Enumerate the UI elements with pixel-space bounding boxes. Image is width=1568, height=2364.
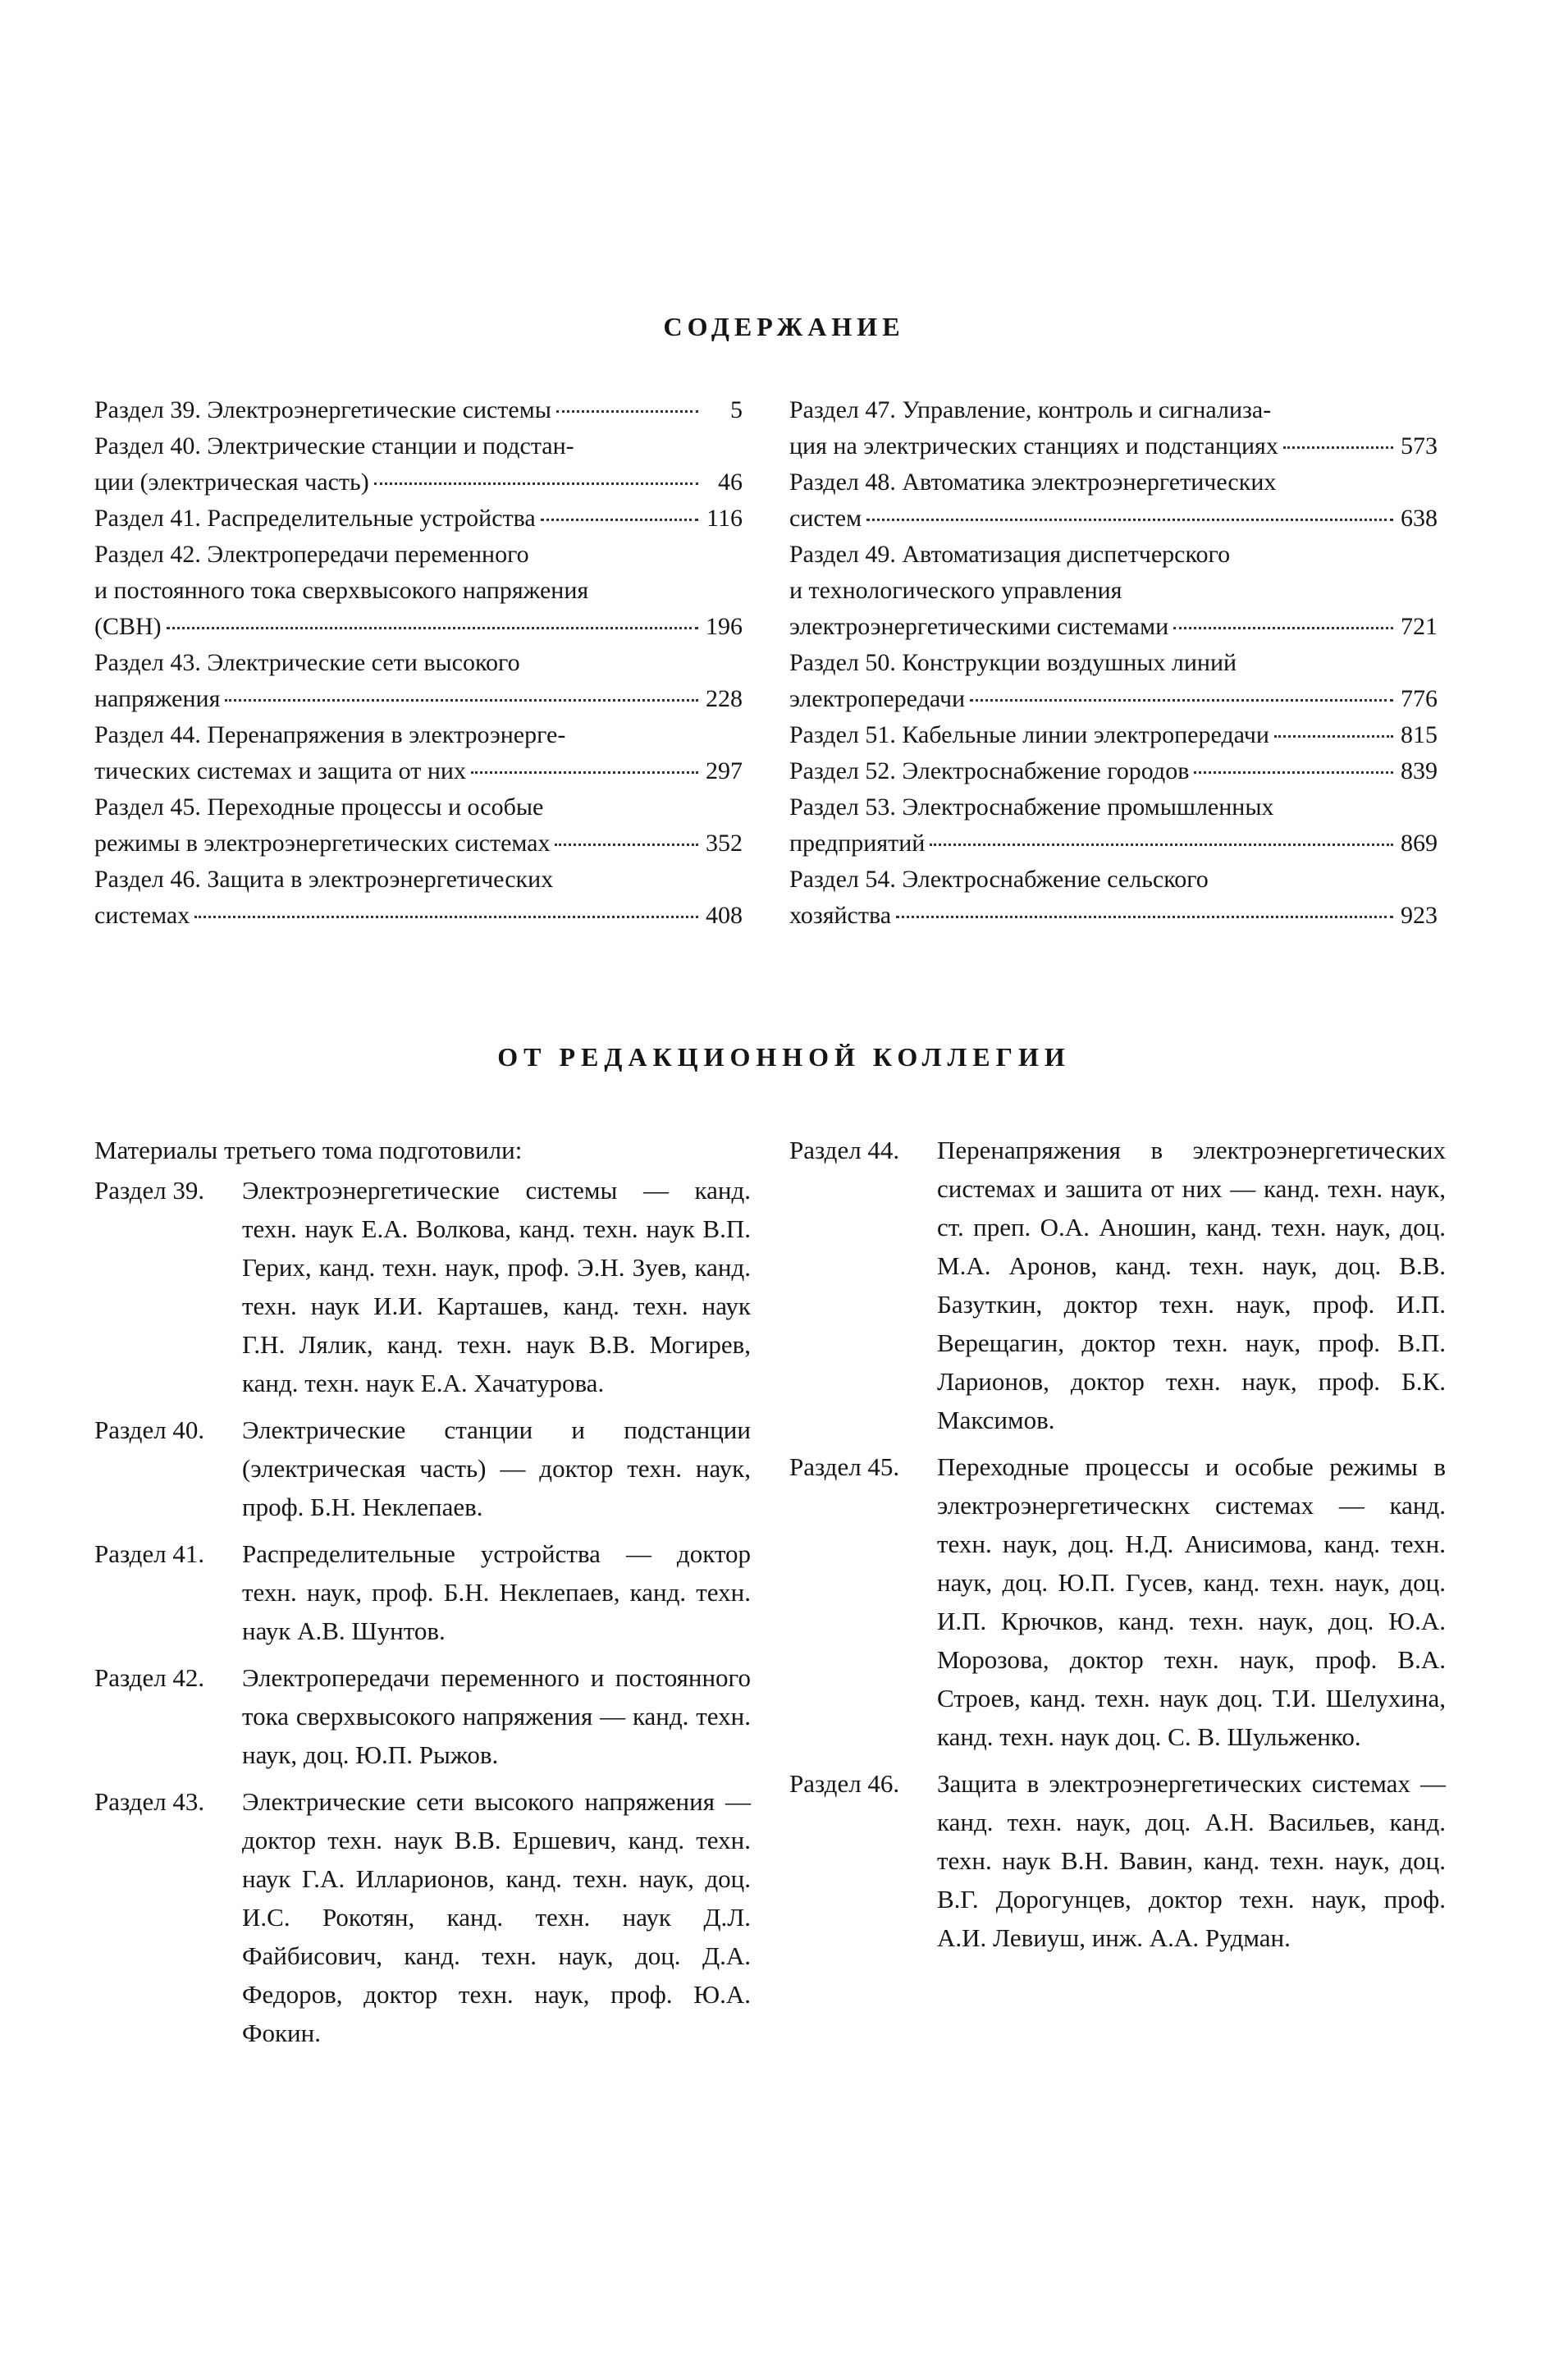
toc-page-number: 839	[1401, 757, 1438, 784]
toc-entry-text: Раздел 52. Электроснабжение городов	[789, 757, 1190, 784]
toc-entry[interactable]	[789, 753, 1438, 789]
dot-leader	[225, 699, 698, 702]
section-label: Раздел 42.	[94, 1663, 205, 1692]
section-credits: Перенапряжения в электроэнергетических системах и зашита от них — канд. техн. наук, ст. преп. О.А. Аношин, канд. техн. наук, доц. М.А. Аронов, канд. техн. наук, доц. В.В. Базуткин, доктор техн. наук, проф. И.П. Верещагин, доктор техн. наук, проф. В.П. Ларионов, доктор техн. наук, проф. Б.К. Максимов.	[937, 1136, 1446, 1434]
dot-leader	[1173, 627, 1393, 629]
toc-entry-line	[789, 717, 1438, 753]
toc-entry[interactable]	[789, 537, 1438, 645]
section-credits: Электроэнергетические системы — канд. техн. наук Е.А. Волкова, канд. техн. наук В.П. Герих, канд. техн. наук, проф. Э.Н. Зуев, канд. техн. наук И.И. Карташев, канд. техн. наук Г.Н. Лялик, канд. техн. наук В.В. Могирев, канд. техн. наук Е.А. Хачатурова.	[242, 1176, 751, 1397]
toc-entry-line	[94, 753, 743, 789]
toc-title: СОДЕРЖАНИЕ	[663, 312, 905, 341]
toc-page-number: 352	[706, 830, 743, 857]
toc-page-number: 721	[1401, 613, 1438, 640]
dot-leader	[556, 410, 698, 413]
toc-entry-line	[94, 501, 743, 537]
toc-entry-text: Раздел 54. Электроснабжение сельского	[789, 866, 1209, 893]
section-credits: Электрические сети высокого напряжения — доктор техн. наук В.В. Ершевич, канд. техн. наук Г.А. Илларионов, канд. техн. наук, доц. И.С. Рокотян, канд. техн. наук Д.Л. Файбисович, канд. техн. наук, доц. Д.А. Федоров, доктор техн. наук, проф. Ю.А. Фокин.	[242, 1787, 751, 2047]
editorial-title: ОТ РЕДАКЦИОННОЙ КОЛЛЕГИИ	[497, 1042, 1071, 1072]
toc-entry-text: Раздел 41. Распределительные устройства	[94, 505, 536, 532]
section-credits: Электрические станции и подстанции (электрическая часть) — доктор техн. наук, проф. Б.Н. Неклепаев.	[242, 1415, 751, 1521]
toc-entry-text: Раздел 46. Защита в электроэнергетических	[94, 866, 554, 893]
toc-entry-text: электроэнергетическими системами	[789, 613, 1169, 640]
toc-entry[interactable]	[789, 645, 1438, 717]
section-label: Раздел 40.	[94, 1415, 205, 1444]
toc-entry[interactable]	[94, 862, 743, 934]
toc-entry-line	[94, 681, 743, 717]
dot-leader	[541, 519, 698, 521]
editorial-entry	[94, 1411, 751, 1526]
toc-entry-text: электропередачи	[789, 685, 966, 712]
dot-leader	[1283, 446, 1393, 449]
toc-entry-text: и технологического управления	[789, 577, 1122, 604]
toc-entry[interactable]	[94, 537, 743, 645]
toc-entry-text: ция на электрических станциях и подстанциях	[789, 432, 1278, 460]
toc-entry[interactable]	[94, 392, 743, 428]
toc-page-number: 638	[1401, 505, 1438, 532]
toc-entry-text: Раздел 43. Электрические сети высокого	[94, 649, 520, 676]
toc-entry-line	[789, 609, 1438, 645]
toc-entry[interactable]	[789, 789, 1438, 862]
toc-entry[interactable]	[94, 789, 743, 862]
toc-page-number: 196	[706, 613, 743, 640]
toc-entry[interactable]	[789, 392, 1438, 464]
toc-page-number: 46	[718, 469, 743, 496]
toc-page-number: 573	[1401, 432, 1438, 460]
editorial-entry	[94, 1782, 751, 2052]
editorial-entry	[789, 1131, 1446, 1439]
section-label: Раздел 39.	[94, 1176, 205, 1205]
toc-entry-text: Раздел 49. Автоматизация диспетчерского	[789, 541, 1231, 568]
dot-leader	[970, 699, 1393, 702]
toc-entry-text: и постоянного тока сверхвысокого напряжения	[94, 577, 589, 604]
dot-leader	[866, 519, 1393, 521]
dot-leader	[896, 916, 1393, 918]
toc-entry[interactable]	[94, 717, 743, 789]
toc-page-number: 5	[730, 396, 743, 423]
toc-entry-text: Раздел 44. Перенапряжения в электроэнерге-	[94, 721, 566, 748]
section-credits: Распределительные устройства — доктор техн. наук, проф. Б.Н. Неклепаев, канд. техн. наук А.В. Шунтов.	[242, 1539, 751, 1645]
editorial-left-column	[94, 1131, 751, 2060]
toc-page-number: 776	[1401, 685, 1438, 712]
section-credits: Электропередачи переменного и постоянного тока сверхвысокого напряжения — канд. техн. наук, доц. Ю.П. Рыжов.	[242, 1663, 751, 1769]
dot-leader	[1194, 771, 1393, 774]
toc-page-number: 116	[706, 505, 743, 532]
section-label: Раздел 45.	[789, 1452, 900, 1481]
toc-right-column	[789, 392, 1438, 934]
toc-entry-text: Раздел 50. Конструкции воздушных линий	[789, 649, 1237, 676]
toc-page-number: 815	[1401, 721, 1438, 748]
toc-entry-text: Раздел 45. Переходные процессы и особые	[94, 793, 544, 821]
toc-page-number: 923	[1401, 902, 1438, 929]
toc-entry-line	[94, 609, 743, 645]
toc-entry[interactable]	[789, 464, 1438, 537]
toc-page-number: 869	[1401, 830, 1438, 857]
toc-entry-line	[789, 753, 1438, 789]
dot-leader	[1274, 735, 1393, 738]
section-label: Раздел 44.	[789, 1136, 900, 1164]
section-label: Раздел 41.	[94, 1539, 205, 1568]
editorial-entry	[94, 1171, 751, 1402]
toc-page-number: 228	[706, 685, 743, 712]
editorial-entry	[94, 1534, 751, 1650]
toc-entry-text: систем	[789, 505, 862, 532]
toc-entry-text: Раздел 42. Электропередачи переменного	[94, 541, 529, 568]
section-credits: Защита в электроэнергетических системах — канд. техн. наук, доц. А.Н. Васильев, канд. техн. наук В.Н. Вавин, канд. техн. наук, доц. В.Г. Дорогунцев, доктор техн. наук, проф. А.И. Левиуш, инж. А.А. Рудман.	[937, 1769, 1446, 1952]
toc-page-number: 408	[706, 902, 743, 929]
toc-entry[interactable]	[789, 717, 1438, 753]
editorial-entry	[789, 1447, 1446, 1756]
toc-entry-line	[789, 501, 1438, 537]
toc-entry-line	[94, 392, 743, 428]
toc-entry-line	[789, 681, 1438, 717]
dot-leader	[555, 844, 698, 846]
toc-entry-text: Раздел 48. Автоматика электроэнергетических	[789, 469, 1277, 496]
toc-entry[interactable]	[94, 501, 743, 537]
toc-entry-text: тических системах и защита от них	[94, 757, 466, 784]
dot-leader	[471, 771, 698, 774]
toc-entry-text: Раздел 40. Электрические станции и подстан-	[94, 432, 574, 460]
toc-entry-line	[94, 825, 743, 862]
toc-entry-text: предприятий	[789, 830, 926, 857]
toc-entry-text: Раздел 47. Управление, контроль и сигнализа-	[789, 396, 1272, 423]
editorial-right-column	[789, 1131, 1446, 1965]
toc-entry-line	[789, 898, 1438, 934]
toc-entry-line	[94, 898, 743, 934]
toc-left-column	[94, 392, 743, 934]
toc-entry-text: ции (электрическая часть)	[94, 469, 369, 496]
toc-entry[interactable]	[94, 428, 743, 501]
toc-page-number: 297	[706, 757, 743, 784]
editorial-entry	[94, 1658, 751, 1774]
dot-leader	[167, 627, 698, 629]
section-label: Раздел 46.	[789, 1769, 900, 1798]
toc-entry-text: Раздел 51. Кабельные линии электропередачи	[789, 721, 1269, 748]
toc-entry-text: Раздел 39. Электроэнергетические системы	[94, 396, 551, 423]
section-label: Раздел 43.	[94, 1787, 205, 1816]
toc-entry-text: (СВН)	[94, 613, 162, 640]
dot-leader	[194, 916, 698, 918]
toc-entry-text: системах	[94, 902, 190, 929]
toc-entry-line	[789, 428, 1438, 464]
toc-entry[interactable]	[789, 862, 1438, 934]
section-credits: Переходные процессы и особые режимы в электроэнергетическнх системах — канд. техн. наук, доц. Н.Д. Анисимова, канд. техн. наук, доц. Ю.П. Гусев, канд. техн. наук, доц. И.П. Крючков, канд. техн. наук, доц. Ю.А. Морозова, доктор техн. наук, проф. В.А. Строев, канд. техн. наук доц. Т.И. Шелухина, канд. техн. наук доц. С. В. Шульженко.	[937, 1452, 1446, 1751]
dot-leader	[930, 844, 1393, 846]
editorial-intro: Материалы третьего тома подготовили:	[94, 1136, 523, 1164]
toc-entry-line	[94, 464, 743, 501]
toc-entry[interactable]	[94, 645, 743, 717]
editorial-entry	[789, 1764, 1446, 1957]
toc-entry-text: Раздел 53. Электроснабжение промышленных	[789, 793, 1274, 821]
toc-entry-text: хозяйства	[789, 902, 892, 929]
dot-leader	[374, 482, 698, 485]
toc-entry-line	[789, 825, 1438, 862]
toc-entry-text: режимы в электроэнергетических системах	[94, 830, 551, 857]
toc-entry-text: напряжения	[94, 685, 221, 712]
